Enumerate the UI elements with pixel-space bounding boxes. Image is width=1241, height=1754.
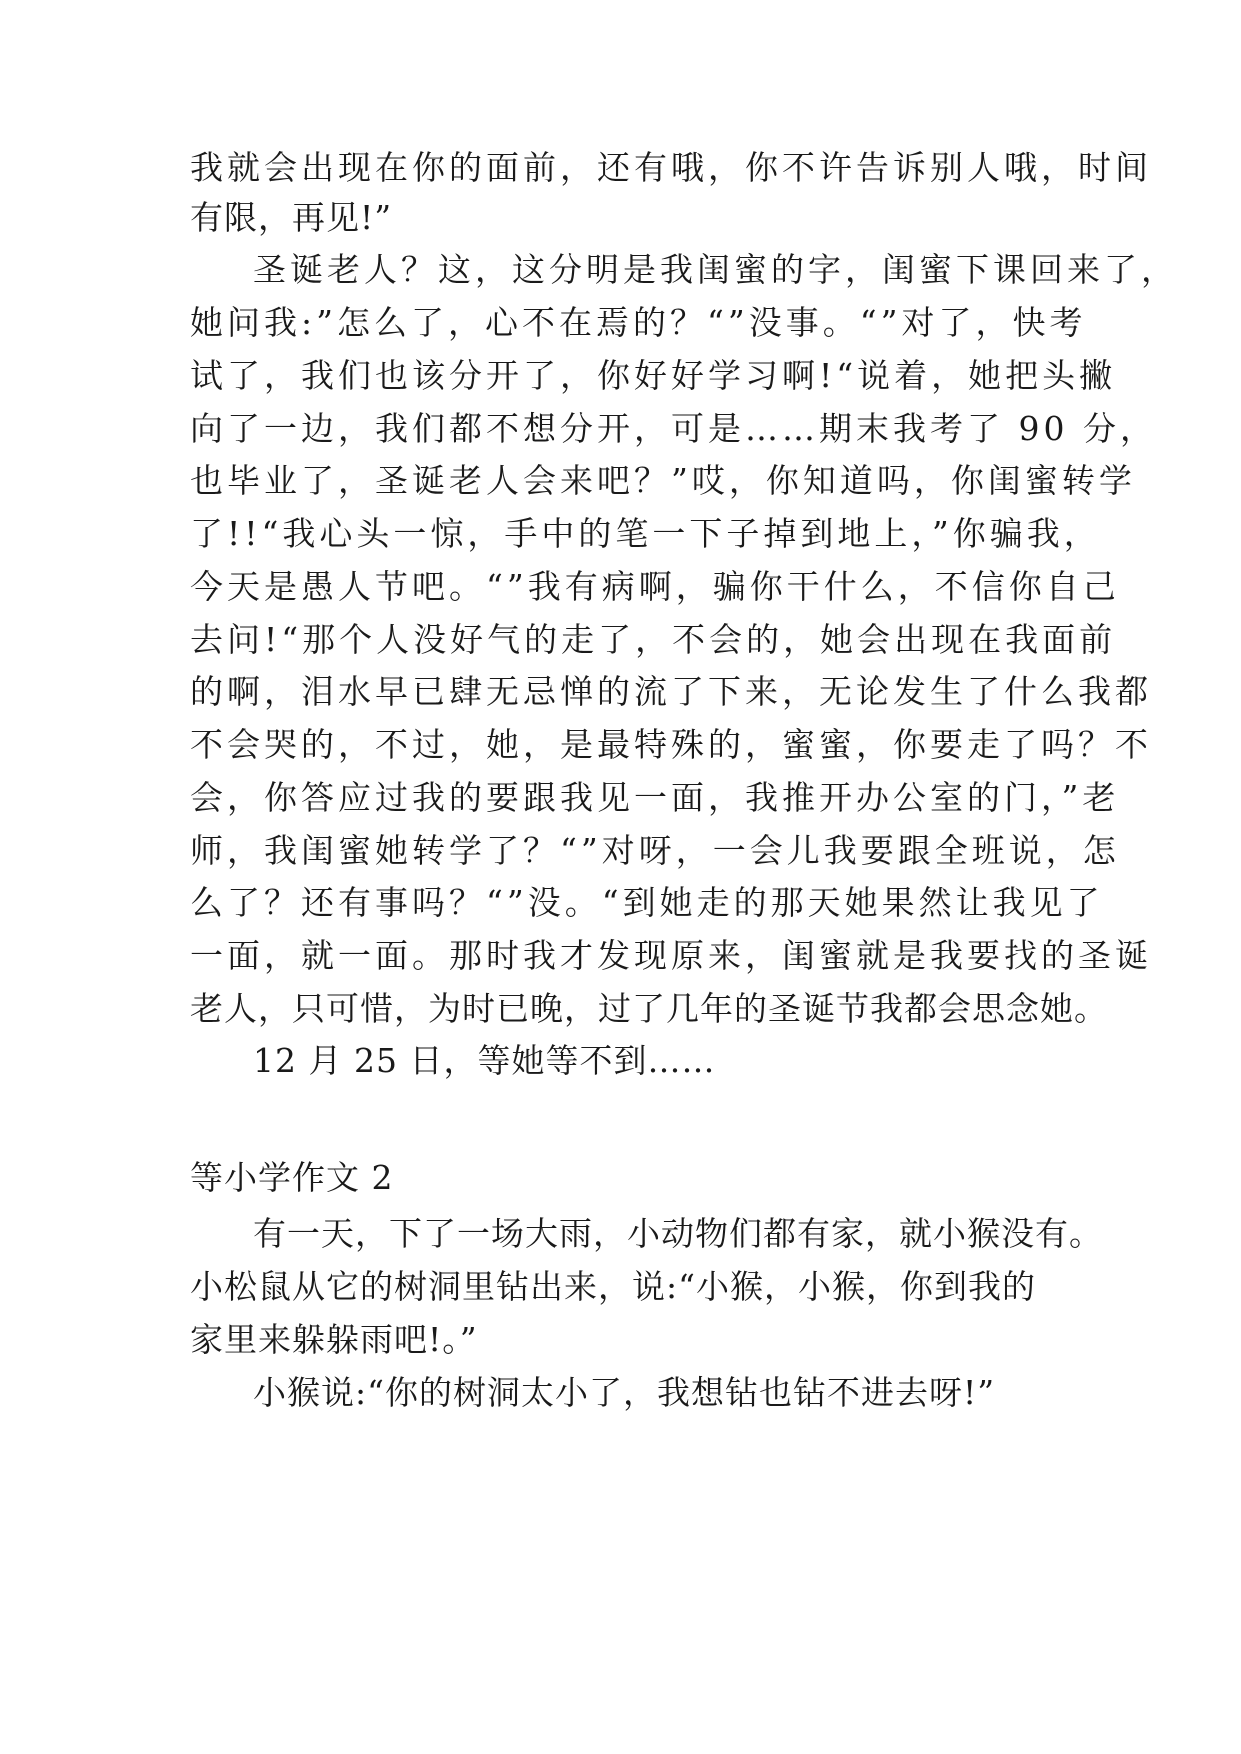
- text-line: 有限，再见!”: [190, 198, 393, 237]
- text-line: 会，你答应过我的要跟我见一面，我推开办公室的门，”老: [190, 778, 1120, 817]
- text-line: 老人，只可惜，为时已晚，过了几年的圣诞节我都会思念她。: [190, 989, 1108, 1028]
- text-line: 一面，就一面。那时我才发现原来，闺蜜就是我要找的圣诞: [190, 936, 1152, 975]
- text-line: 了!!“我心头一惊，手中的笔一下子掉到地上，”你骗我，: [190, 514, 1101, 553]
- text-line: 小松鼠从它的树洞里钻出来，说:“小猴，小猴，你到我的: [190, 1267, 1036, 1306]
- section-heading: 等小学作文 2: [190, 1158, 394, 1197]
- text-line: 去问!“那个人没好气的走了，不会的，她会出现在我面前: [190, 620, 1117, 659]
- text-line: 我就会出现在你的面前，还有哦，你不许告诉别人哦，时间: [190, 148, 1152, 187]
- text-line: 也毕业了，圣诞老人会来吧？”哎，你知道吗，你闺蜜转学: [190, 461, 1136, 500]
- text-line: 她问我:”怎么了，心不在焉的？“”没事。“”对了，快考: [190, 303, 1087, 342]
- text-line: 家里来躲躲雨吧!。”: [190, 1320, 478, 1359]
- paragraph-first-line: 有一天，下了一场大雨，小动物们都有家，就小猴没有。: [253, 1214, 1103, 1253]
- text-line: 向了一边，我们都不想分开，可是……期末我考了 90 分，: [190, 409, 1157, 448]
- text-line: 么了？还有事吗？“”没。“到她走的那天她果然让我见了: [190, 883, 1104, 922]
- text-line: 师，我闺蜜她转学了？“”对呀，一会儿我要跟全班说，怎: [190, 831, 1120, 870]
- text-line: 不会哭的，不过，她，是最特殊的，蜜蜜，你要走了吗？不: [190, 725, 1152, 764]
- text-line: 今天是愚人节吧。“”我有病啊，骗你干什么，不信你自己: [190, 567, 1120, 606]
- text-line: 试了，我们也该分开了，你好好学习啊!“说着，她把头撇: [190, 356, 1117, 395]
- paragraph-first-line: 圣诞老人？这，这分明是我闺蜜的字，闺蜜下课回来了，: [253, 250, 1178, 289]
- paragraph-first-line: 小猴说:“你的树洞太小了，我想钻也钻不进去呀!”: [253, 1373, 996, 1412]
- text-line: 的啊，泪水早已肆无忌惮的流了下来，无论发生了什么我都: [190, 672, 1152, 711]
- paragraph-first-line: 12 月 25 日，等她等不到……: [253, 1041, 716, 1080]
